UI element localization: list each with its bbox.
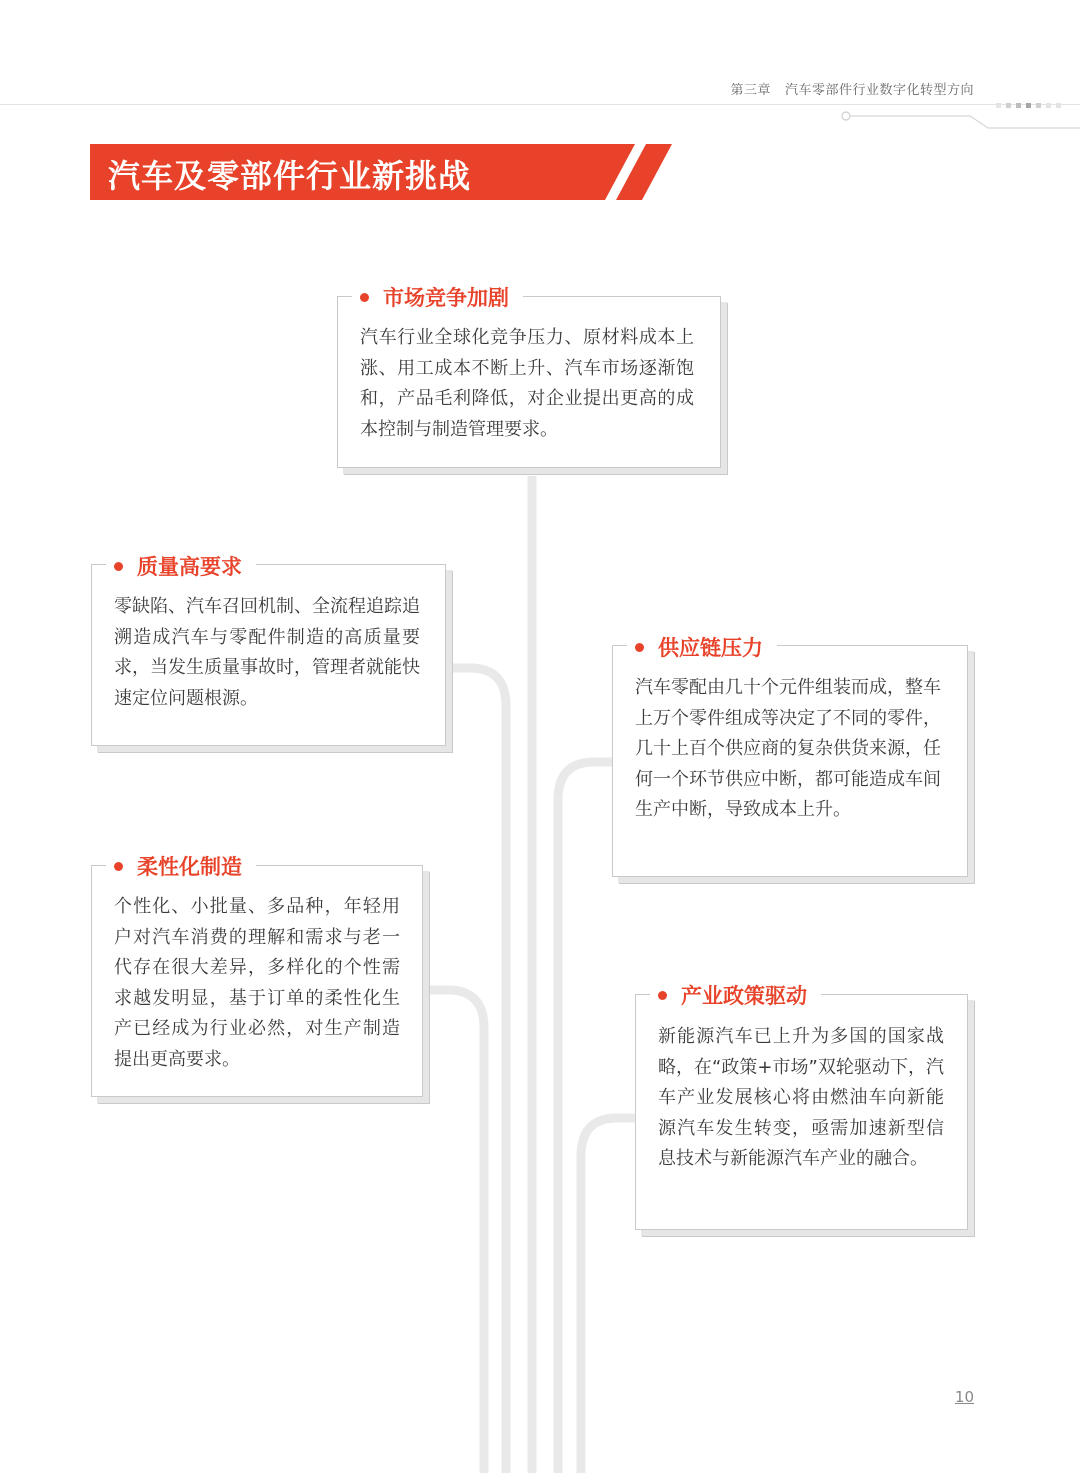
- card-title-market-competition: 市场竞争加剧: [352, 282, 523, 312]
- bullet-dot-icon: [360, 293, 369, 302]
- bullet-dot-icon: [635, 643, 644, 652]
- card-title-flexible-manufacturing: 柔性化制造: [106, 851, 256, 881]
- card-body-industrial-policy: 新能源汽车已上升为多国的国家战略，在“政策+市场”双轮驱动下，汽车产业发展核心将由燃油车向新能源汽车发生转变，亟需加速新型信息技术与新能源汽车产业的融合。: [658, 1026, 944, 1169]
- bullet-dot-icon: [114, 862, 123, 871]
- section-label: 汽车零部件行业数字化转型方向: [784, 83, 974, 98]
- card-body-flexible-manufacturing: 个性化、小批量、多品种，年轻用户对汽车消费的理解和需求与老一代存在很大差异，多样化的个性需求越发明显，基于订单的柔性化生产已经成为行业必然，对生产制造提出更高要求。: [114, 896, 400, 1070]
- chapter-label: 第三章: [730, 83, 771, 98]
- card-body-supply-chain: 汽车零配由几十个元件组装而成，整车上万个零件组成等决定了不同的零件，几十上百个供应商的复杂供货来源，任何一个环节供应中断，都可能造成车间生产中断，导致成本上升。: [635, 677, 941, 820]
- bullet-dot-icon: [114, 562, 123, 571]
- card-body-quality: 零缺陷、汽车召回机制、全流程追踪追溯造成汽车与零配件制造的高质量要求，当发生质量事故时，管理者就能快速定位问题根源。: [114, 596, 420, 709]
- page-title: 汽车及零部件行业新挑战: [108, 157, 472, 195]
- card-title-quality: 质量高要求: [106, 551, 256, 581]
- page-number: 10: [954, 1388, 974, 1406]
- card-title-industrial-policy: 产业政策驱动: [650, 980, 821, 1010]
- card-title-supply-chain: 供应链压力: [627, 632, 777, 662]
- card-body-market-competition: 汽车行业全球化竞争压力、原材料成本上涨、用工成本不断上升、汽车市场逐渐饱和，产品毛利降低，对企业提出更高的成本控制与制造管理要求。: [360, 327, 694, 440]
- bullet-dot-icon: [658, 991, 667, 1000]
